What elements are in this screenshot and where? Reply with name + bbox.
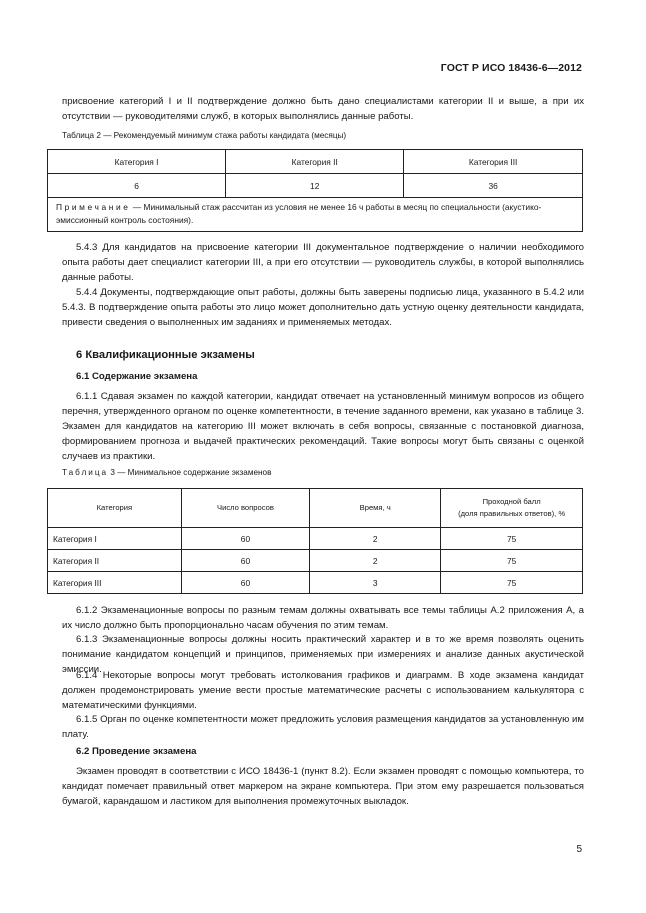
table2-caption-text: 2 — Рекомендуемый минимум стажа работы кандидата (месяцы) [94,131,347,140]
table2-value-cell: 36 [404,174,583,198]
table2-value-cell: 12 [226,174,404,198]
paragraph-6-1-2: 6.1.2 Экзаменационные вопросы по разным темам должны охватывать все темы таблицы А.2 приложения А, а их число должно быть пропорционально часам обучения по этим темам. [62,605,584,631]
table-row [48,198,583,232]
page-number: 5 [576,844,582,855]
table-row [48,489,583,528]
table3-cell: Категория II [48,550,182,572]
table2-header-cell: Категория III [404,150,583,174]
table3-header-cell: Категория [48,489,182,528]
paragraph-top: присвоение категорий I и II подтверждение должно быть дано специалистами категории II и выше, а при их отсутствии — руководителями служб, в которых выполнялись данные работы. [62,96,584,122]
paragraph-6-1-4: 6.1.4 Некоторые вопросы могут требовать истолкования графиков и диаграмм. В ходе экзамена кандидат должен продемонстрировать умение вести простые математические расчеты с использованием калькулятора с математическими функциями. [62,670,584,711]
note-text: — Минимальный стаж рассчитан из условия не менее 16 ч работы в месяц по специальности (акустико-эмиссионный контроль состояния). [56,202,542,225]
table3-caption-word: Таблица [62,468,109,477]
table3-cell: 75 [441,550,583,572]
table-2 [47,149,583,232]
table3-caption [62,468,271,477]
table-row [48,174,583,198]
table3-header-cell: Число вопросов [181,489,309,528]
table3-header-line: Проходной балл [482,497,541,506]
table3-cell: 60 [181,572,309,594]
table2-caption-word: Таблица [62,131,95,140]
table3-caption-text: 3 — Минимальное содержание экзаменов [108,468,272,477]
document-header: ГОСТ Р ИСО 18436-6—2012 [440,62,582,74]
table2-header-cell: Категория II [226,150,404,174]
table3-cell: Категория III [48,572,182,594]
table3-cell: 60 [181,550,309,572]
table3-cell: 60 [181,528,309,550]
table3-header-cell [441,489,583,528]
table-row [48,528,583,550]
table3-cell: 75 [441,528,583,550]
paragraph-6-1-3: 6.1.3 Экзаменационные вопросы должны носить практический характер и в то же время позволять оценить понимание кандидатом концепций и принципов, применяемых при измерениях и анализе данных акустической эмиссии. [62,634,584,675]
table3-header-cell: Время, ч [310,489,441,528]
table3-cell: Категория I [48,528,182,550]
subsection-heading-6-2: 6.2 Проведение экзамена [76,746,197,757]
paragraph-6-1-5: 6.1.5 Орган по оценке компетентности может предложить условия размещения кандидатов за установленную им плату. [62,714,584,740]
table-row [48,550,583,572]
table2-caption [62,131,346,140]
section-heading-6: 6 Квалификационные экзамены [76,349,255,361]
table-3 [47,488,583,594]
paragraph-5-4-3: 5.4.3 Для кандидатов на присвоение категории III документальное подтверждение о наличии необходимого опыта работы дает специалист категории III, а при его отсутствии — руководитель службы, в которой выполнялись данные работы. [62,242,584,283]
table3-cell: 2 [310,528,441,550]
table3-cell: 3 [310,572,441,594]
paragraph-6-1-1: 6.1.1 Сдавая экзамен по каждой категории, кандидат отвечает на установленный минимум вопросов из общего перечня, утвержденного органом по оценке компетентности, в течение заданного времени, как указано в таблице 3. Экзамен для кандидатов на категорию III может включать в себя вопросы, связанные с постановкой диагноза, формированием прогноза и выдачей практических рекомендаций. Такие вопросы могут быть связаны с оценкой случаев из практики. [62,391,584,462]
table-row [48,572,583,594]
table3-header-line: (доля правильных ответов), % [458,509,566,518]
table3-cell: 2 [310,550,441,572]
table2-header-cell: Категория I [48,150,226,174]
note-label: Примечание [56,202,131,212]
table2-value-cell: 6 [48,174,226,198]
table-row [48,150,583,174]
table3-cell: 75 [441,572,583,594]
paragraph-6-2: Экзамен проводят в соответствии с ИСО 18436-1 (пункт 8.2). Если экзамен проводят с помощью компьютера, то кандидат помечает правильный ответ маркером на экране компьютера. При этом ему разрешается пользоваться бумагой, карандашом и ластиком для выполнения промежуточных выкладок. [62,766,584,807]
paragraph-5-4-4: 5.4.4 Документы, подтверждающие опыт работы, должны быть заверены подписью лица, указанного в 5.4.2 или 5.4.3. В подтверждение опыта работы это лицо может дополнительно дать устную оценку деятельности кандидата, привести сведения о выполненных им заданиях и применяемых методах. [62,287,584,328]
table2-note [48,198,583,232]
subsection-heading-6-1: 6.1 Содержание экзамена [76,371,198,382]
